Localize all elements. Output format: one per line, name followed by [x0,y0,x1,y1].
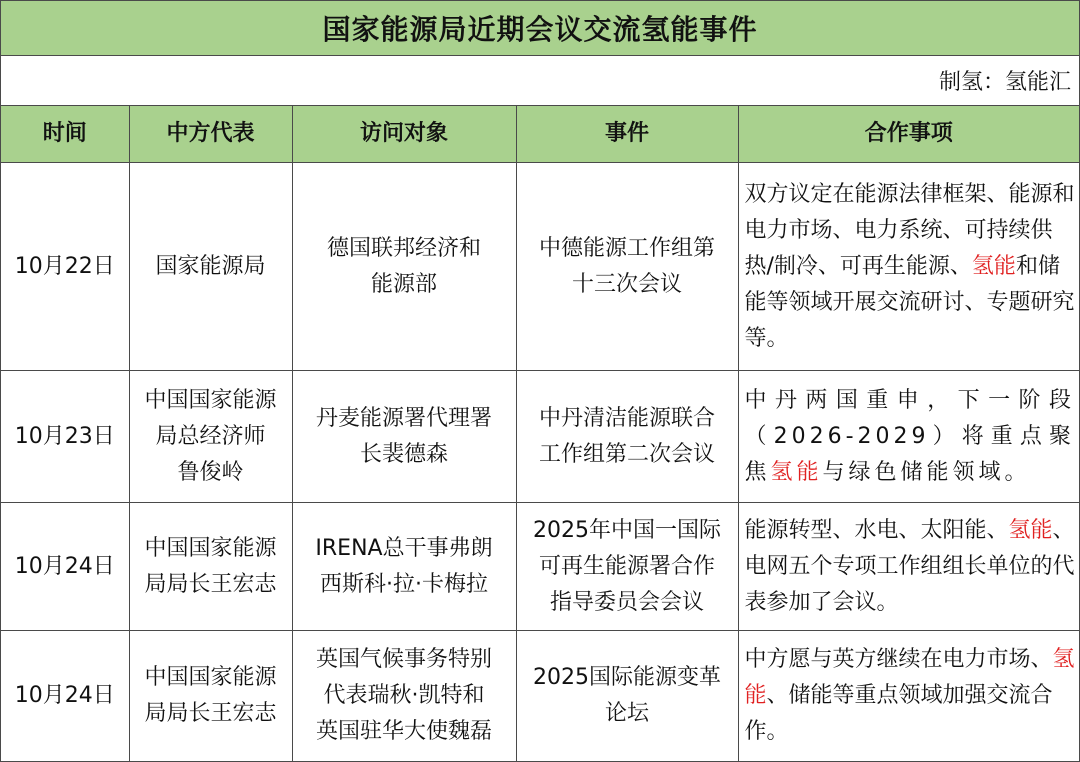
event-line: 2025国际能源变革 [533,664,721,690]
table-row [1,631,1079,761]
representative-line: 鲁俊岭 [177,459,244,485]
representative-line: 局总经济师 [155,423,266,449]
cooperation-cell [738,503,1079,631]
counterpart-line: 英国气候事务特别 [315,646,492,672]
column-header-cooperation: 合作事项 [738,106,1079,163]
representative-cell [129,503,292,631]
counterpart-line: 丹麦能源署代理署 [315,405,492,431]
representative-line: 中国国家能源 [144,387,277,413]
date-cell: 10月24日 [1,631,129,761]
event-line: 可再生能源署合作 [538,553,715,579]
column-header-representative: 中方代表 [129,106,292,163]
event-line: 论坛 [604,700,649,726]
hydrogen-highlight: 氢能 [744,646,1075,708]
counterpart-line: 代表瑞秋·凯特和 [323,682,485,708]
representative-line: 国家能源局 [155,253,266,279]
table-row [1,503,1079,631]
representative-line: 局局长王宏志 [144,571,277,597]
counterpart-line: 英国驻华大使魏磊 [315,718,492,744]
counterpart-cell [292,163,516,371]
event-line: 工作组第二次会议 [538,441,715,467]
cooperation-text: 中丹两国重申，下一阶段（2026-2029）将重点聚焦 [744,387,1075,485]
hydrogen-highlight: 氢能 [971,253,1016,279]
date-cell: 10月24日 [1,503,129,631]
events-table [1,106,1079,761]
cooperation-text: 中方愿与英方继续在电力市场、 [744,646,1053,672]
counterpart-cell [292,631,516,761]
hydrogen-highlight: 氢能 [770,459,823,485]
counterpart-line: 西斯科·拉·卡梅拉 [320,571,488,597]
hydrogen-highlight: 氢能 [1008,517,1053,543]
counterpart-line: 德国联邦经济和 [326,235,481,261]
date-cell: 10月23日 [1,371,129,503]
representative-cell [129,631,292,761]
representative-line: 中国国家能源 [144,664,277,690]
counterpart-line: 能源部 [370,271,437,297]
event-cell [516,163,738,371]
cooperation-text: 与绿色储能领域。 [822,459,1031,485]
column-header-event: 事件 [516,106,738,163]
representative-line: 中国国家能源 [144,535,277,561]
event-line: 中德能源工作组第 [538,235,715,261]
cooperation-text: 、电网五个专项工作组组长单位的代表参加了会议。 [744,517,1075,615]
representative-cell [129,163,292,371]
event-cell [516,371,738,503]
cooperation-cell [738,371,1079,503]
event-cell [516,631,738,761]
cooperation-cell [738,631,1079,761]
column-header-date: 时间 [1,106,129,163]
representative-cell [129,371,292,503]
event-cell [516,503,738,631]
counterpart-cell [292,371,516,503]
event-line: 中丹清洁能源联合 [538,405,715,431]
table-header-row [1,106,1079,163]
column-header-counterpart: 访问对象 [292,106,516,163]
date-cell: 10月22日 [1,163,129,371]
cooperation-cell [738,163,1079,371]
source-credit: 制氢：氢能汇 [1,56,1079,106]
table-row [1,371,1079,503]
cooperation-text: 和储能等领域开展交流研讨、专题研究等。 [744,253,1075,351]
event-line: 十三次会议 [571,271,682,297]
event-line: 指导委员会会议 [549,589,704,615]
counterpart-line: 长裴德森 [359,441,448,467]
table-title: 国家能源局近期会议交流氢能事件 [1,1,1079,56]
counterpart-line: IRENA总干事弗朗 [315,535,493,561]
event-line: 2025年中国一国际 [533,517,721,543]
cooperation-text: 能源转型、水电、太阳能、 [744,517,1009,543]
counterpart-cell [292,503,516,631]
table-row [1,163,1079,371]
cooperation-text: 、储能等重点领域加强交流合作。 [744,682,1053,744]
representative-line: 局局长王宏志 [144,700,277,726]
cooperation-text: 双方议定在能源法律框架、能源和电力市场、电力系统、可持续供热/制冷、可再生能源、 [744,181,1075,279]
